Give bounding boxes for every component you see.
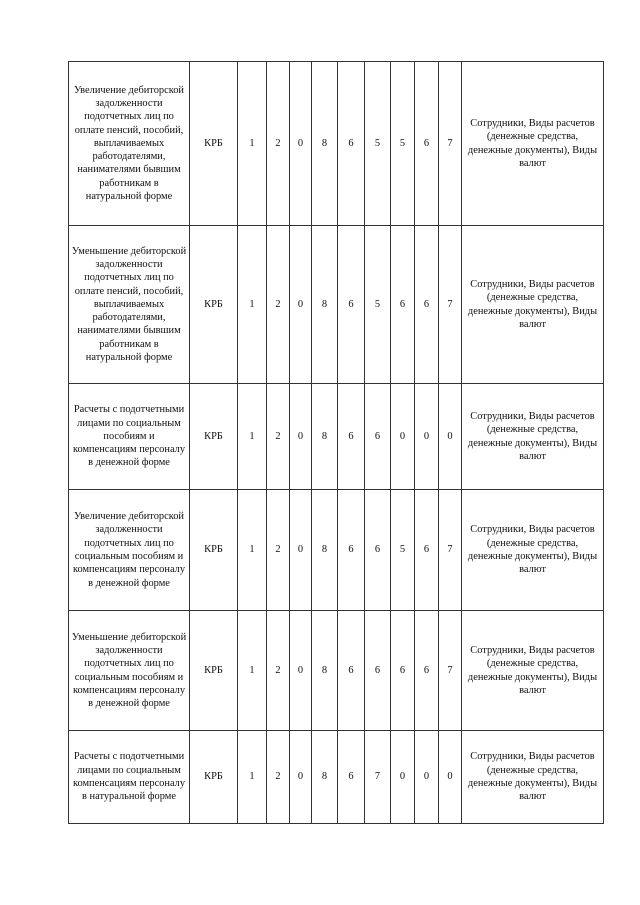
digit-cell: 2 <box>267 384 290 490</box>
digit-cell: 6 <box>415 490 439 611</box>
code-cell: КРБ <box>190 62 238 226</box>
account-name: Расчеты с подотчетными лицами по социальным компенсациям персоналу в натуральной форме <box>69 731 190 824</box>
digit-cell: 0 <box>439 731 462 824</box>
digit-cell: 7 <box>439 490 462 611</box>
digit-cell: 0 <box>290 731 312 824</box>
account-name: Расчеты с подотчетными лицами по социальным пособиям и компенсациям персоналу в денежной форме <box>69 384 190 490</box>
digit-cell: 6 <box>415 226 439 384</box>
code-cell: КРБ <box>190 226 238 384</box>
digit-cell: 1 <box>238 490 267 611</box>
digit-cell: 8 <box>312 611 338 731</box>
code-cell: КРБ <box>190 731 238 824</box>
digit-cell: 5 <box>365 62 391 226</box>
digit-cell: 6 <box>338 731 365 824</box>
code-cell: КРБ <box>190 384 238 490</box>
digit-cell: 6 <box>338 384 365 490</box>
digit-cell: 2 <box>267 226 290 384</box>
digit-cell: 0 <box>290 490 312 611</box>
digit-cell: 2 <box>267 490 290 611</box>
account-name: Уменьшение дебиторской задолженности подотчетных лиц по оплате пенсий, пособий, выплачиваемых работодателями, нанимателями бывшим работникам в натуральной форме <box>69 226 190 384</box>
table-row <box>69 490 604 611</box>
digit-cell: 8 <box>312 62 338 226</box>
code-cell: КРБ <box>190 611 238 731</box>
digit-cell: 8 <box>312 490 338 611</box>
digit-cell: 0 <box>415 384 439 490</box>
analytics-cell: Сотрудники, Виды расчетов (денежные средства, денежные документы), Виды валют <box>462 731 604 824</box>
table-row <box>69 226 604 384</box>
digit-cell: 8 <box>312 731 338 824</box>
digit-cell: 1 <box>238 226 267 384</box>
digit-cell: 6 <box>365 384 391 490</box>
digit-cell: 5 <box>391 62 415 226</box>
analytics-cell: Сотрудники, Виды расчетов (денежные средства, денежные документы), Виды валют <box>462 384 604 490</box>
account-name: Увеличение дебиторской задолженности подотчетных лиц по оплате пенсий, пособий, выплачиваемых работодателями, нанимателями бывшим работникам в натуральной форме <box>69 62 190 226</box>
digit-cell: 5 <box>365 226 391 384</box>
digit-cell: 8 <box>312 384 338 490</box>
code-cell: КРБ <box>190 490 238 611</box>
digit-cell: 7 <box>365 731 391 824</box>
digit-cell: 6 <box>338 611 365 731</box>
digit-cell: 1 <box>238 384 267 490</box>
digit-cell: 0 <box>290 611 312 731</box>
table-row <box>69 384 604 490</box>
digit-cell: 2 <box>267 611 290 731</box>
digit-cell: 0 <box>290 384 312 490</box>
analytics-cell: Сотрудники, Виды расчетов (денежные средства, денежные документы), Виды валют <box>462 62 604 226</box>
digit-cell: 7 <box>439 611 462 731</box>
digit-cell: 6 <box>338 226 365 384</box>
digit-cell: 2 <box>267 62 290 226</box>
digit-cell: 0 <box>290 62 312 226</box>
account-name: Увеличение дебиторской задолженности подотчетных лиц по социальным пособиям и компенсациям персоналу в денежной форме <box>69 490 190 611</box>
table-row <box>69 731 604 824</box>
table-row <box>69 611 604 731</box>
digit-cell: 6 <box>365 611 391 731</box>
digit-cell: 6 <box>338 490 365 611</box>
digit-cell: 1 <box>238 62 267 226</box>
digit-cell: 6 <box>391 226 415 384</box>
account-name: Уменьшение дебиторской задолженности подотчетных лиц по социальным пособиям и компенсациям персоналу в денежной форме <box>69 611 190 731</box>
digit-cell: 6 <box>338 62 365 226</box>
table-row <box>69 62 604 226</box>
digit-cell: 1 <box>238 731 267 824</box>
digit-cell: 0 <box>391 384 415 490</box>
digit-cell: 7 <box>439 62 462 226</box>
digit-cell: 6 <box>415 62 439 226</box>
digit-cell: 0 <box>290 226 312 384</box>
analytics-cell: Сотрудники, Виды расчетов (денежные средства, денежные документы), Виды валют <box>462 490 604 611</box>
digit-cell: 5 <box>391 490 415 611</box>
analytics-cell: Сотрудники, Виды расчетов (денежные средства, денежные документы), Виды валют <box>462 226 604 384</box>
digit-cell: 0 <box>439 384 462 490</box>
digit-cell: 6 <box>365 490 391 611</box>
digit-cell: 2 <box>267 731 290 824</box>
digit-cell: 0 <box>415 731 439 824</box>
digit-cell: 6 <box>391 611 415 731</box>
analytics-cell: Сотрудники, Виды расчетов (денежные средства, денежные документы), Виды валют <box>462 611 604 731</box>
digit-cell: 6 <box>415 611 439 731</box>
digit-cell: 0 <box>391 731 415 824</box>
accounts-table <box>68 61 604 824</box>
digit-cell: 8 <box>312 226 338 384</box>
digit-cell: 1 <box>238 611 267 731</box>
digit-cell: 7 <box>439 226 462 384</box>
